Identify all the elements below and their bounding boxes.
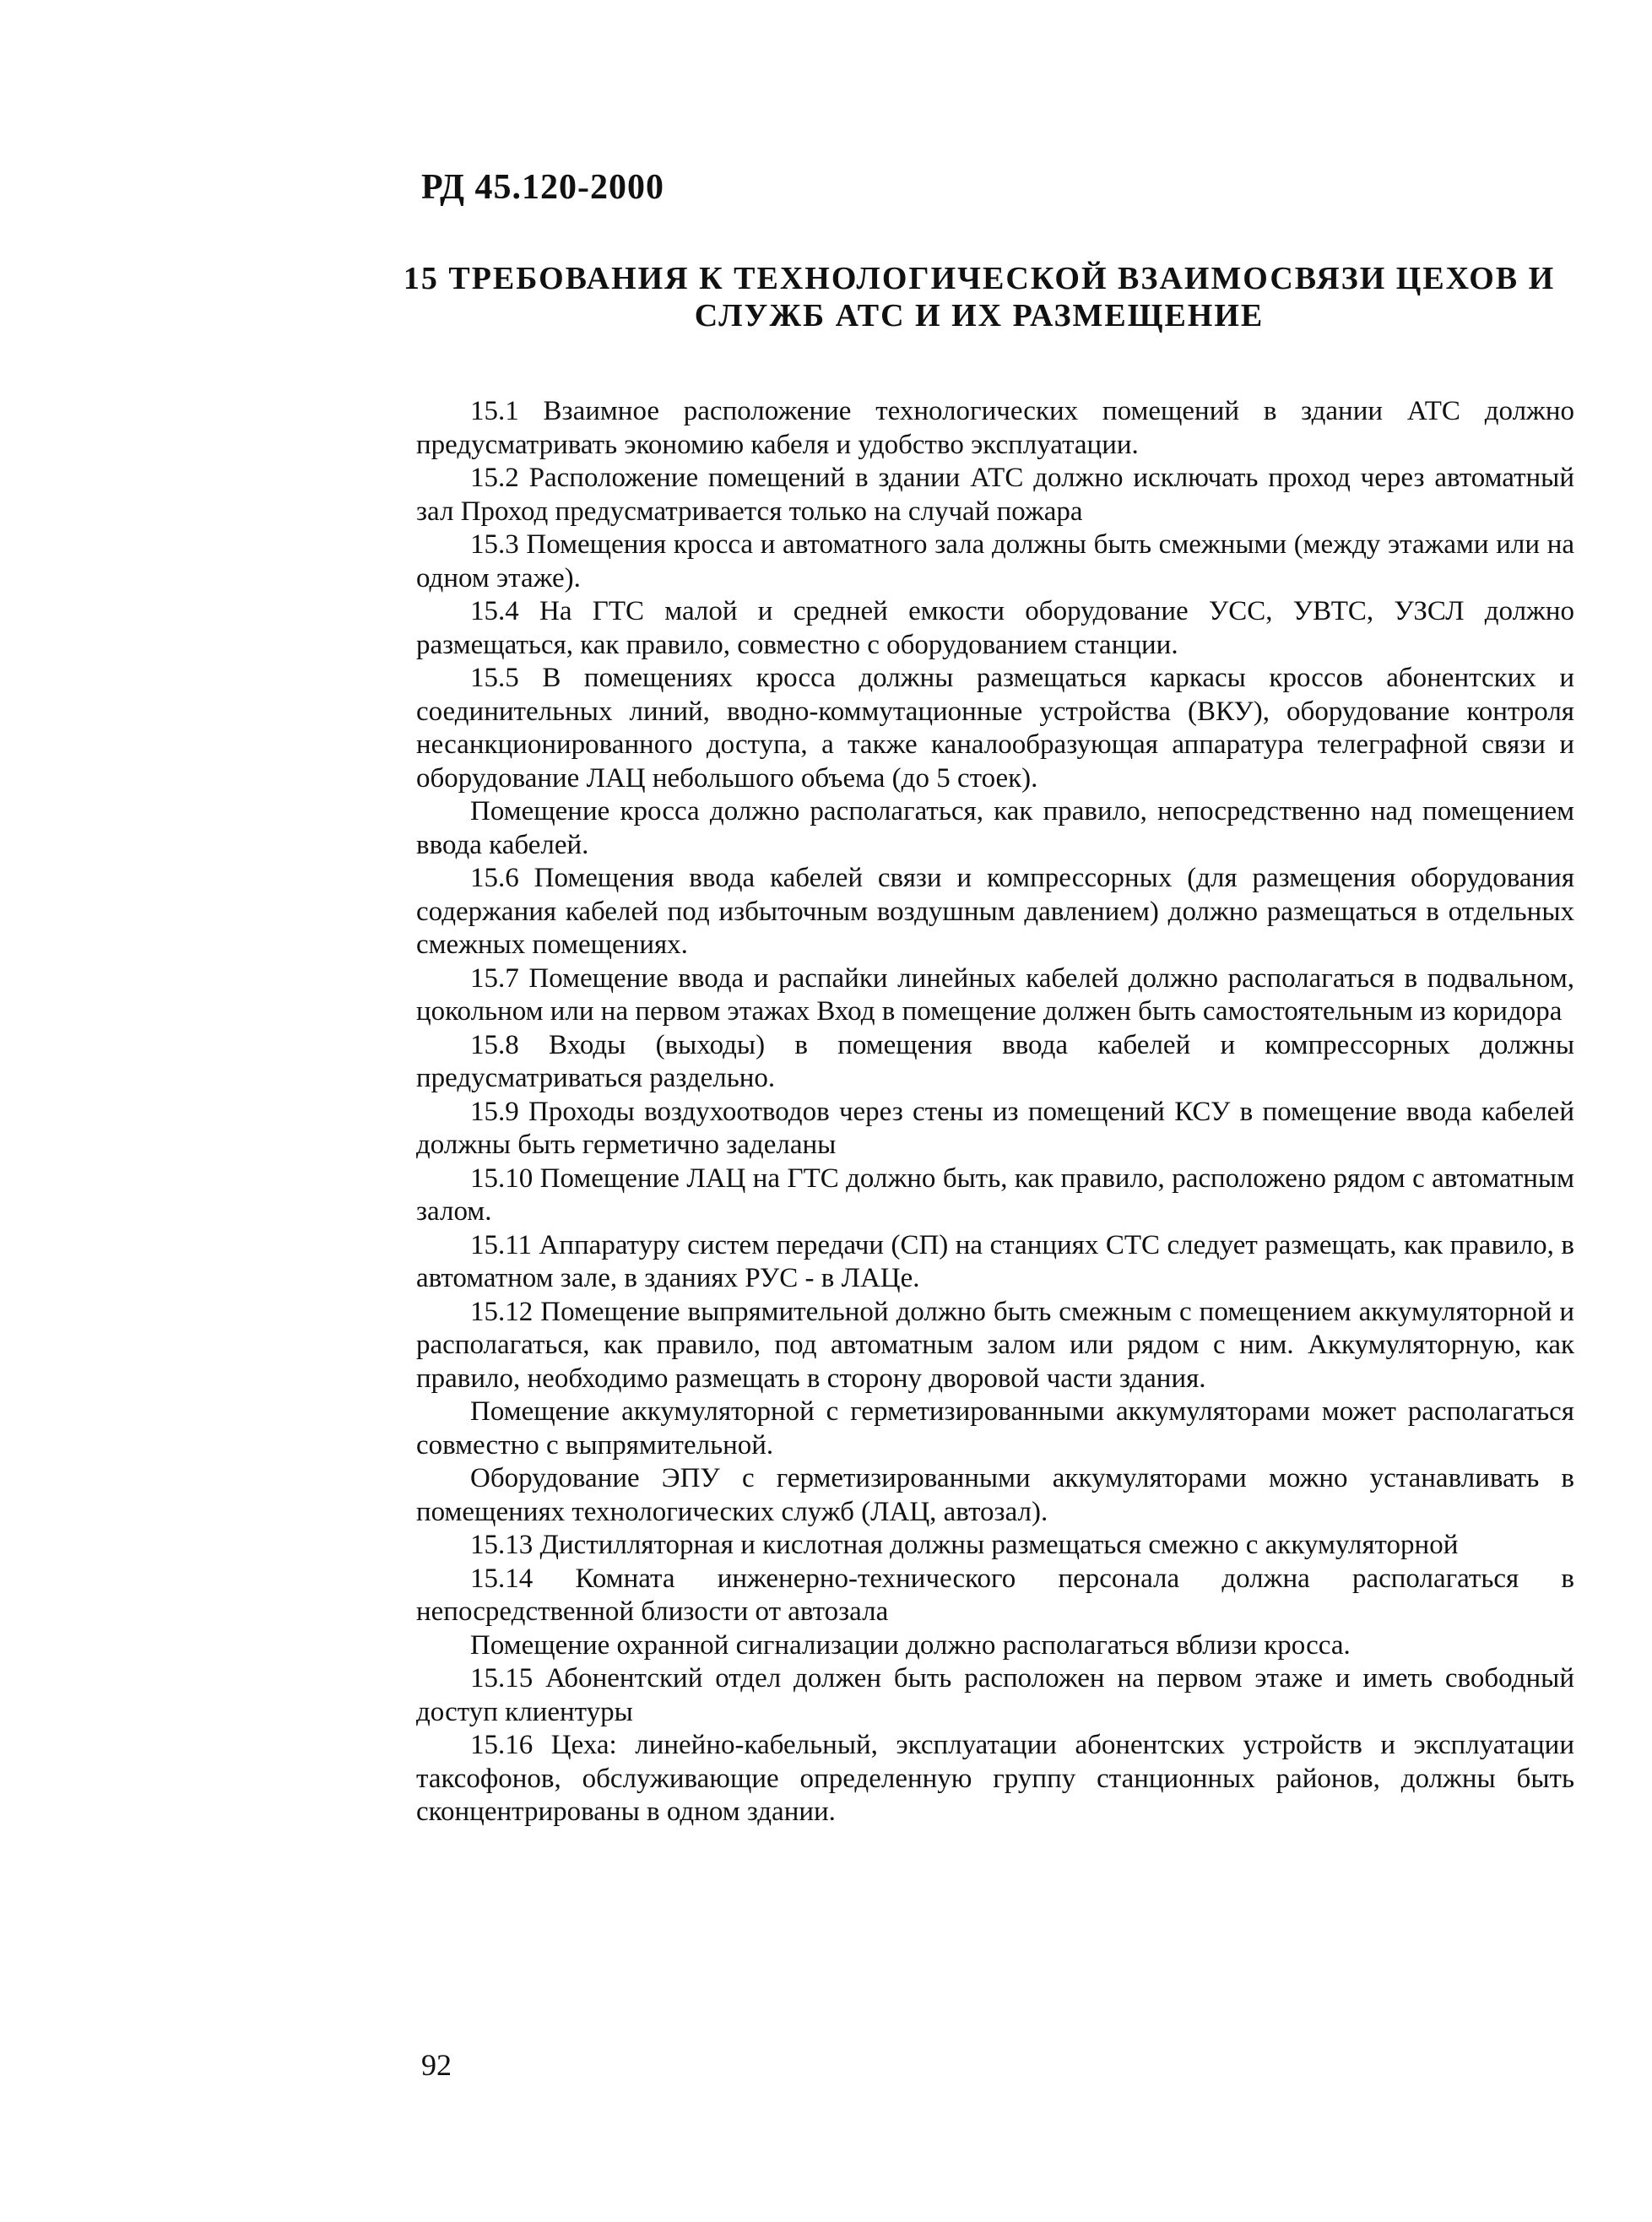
clause-text: Помещение выпрямительной должно быть смежным с помещением аккумуляторной и располагаться, как правило, под автоматным залом или рядом с ним. Аккумуляторную, как правило, необходимо размещать в сторону дворовой части здания. — [416, 1296, 1575, 1394]
clause-text: Расположение помещений в здании АТС должно исключать проход через автоматный зал Проход предусматривается только на случай пожара — [416, 463, 1574, 527]
section-heading — [371, 260, 1587, 334]
paragraph-15-2 — [416, 462, 1574, 528]
clause-number: 15.10 — [470, 1162, 534, 1194]
clause-text: Абонентский отдел должен быть расположен на первом этаже и иметь свободный доступ клиентуры — [416, 1663, 1575, 1727]
paragraph-15-3 — [416, 528, 1574, 595]
clause-text: Комната инженерно-технического персонала должна располагаться в непосредственной близости от автозала — [416, 1563, 1575, 1627]
paragraph-15-9 — [416, 1096, 1574, 1162]
heading-line-2: СЛУЖБ АТС И ИХ РАЗМЕЩЕНИЕ — [694, 298, 1265, 333]
document-code: РД 45.120-2000 — [421, 168, 665, 207]
clause-number: 15.2 — [470, 463, 519, 493]
clause-text: Помещение ЛАЦ на ГТС должно быть, как правило, расположено рядом с автоматным залом. — [416, 1162, 1574, 1227]
clause-text: Помещение кросса должно располагаться, как правило, непосредственно над помещением ввода кабелей. — [416, 796, 1574, 860]
paragraph-15-12-cont-2 — [416, 1462, 1574, 1529]
paragraph-15-14 — [416, 1563, 1574, 1629]
clause-text: На ГТС малой и средней емкости оборудование УСС, УВТС, УЗСЛ должно размещаться, как правило, совместно с оборудованием станции. — [416, 596, 1575, 660]
clause-text: Входы (выходы) в помещения ввода кабелей и компрессорных должны предусматриваться раздельно. — [416, 1029, 1574, 1093]
clause-text: Помещения кросса и автоматного зала должны быть смежными (между этажами или на одном этаже). — [416, 529, 1574, 593]
clause-text: Проходы воздухоотводов через стены из помещений КСУ в помещение ввода кабелей должны быть герметично заделаны — [416, 1096, 1574, 1160]
paragraph-15-5-cont — [416, 795, 1574, 862]
clause-text: Взаимное расположение технологических помещений в здании АТС должно предусматривать экономию кабеля и удобство эксплуатации. — [416, 396, 1574, 460]
clause-number: 15.16 — [470, 1730, 534, 1760]
paragraph-15-12-cont-1 — [416, 1396, 1574, 1462]
paragraph-15-5 — [416, 662, 1574, 795]
paragraph-15-6 — [416, 862, 1574, 962]
document-body — [416, 395, 1574, 1829]
paragraph-15-10 — [416, 1162, 1574, 1229]
page-number: 92 — [421, 2048, 452, 2082]
paragraph-15-14-cont — [416, 1629, 1574, 1663]
clause-text: Аппаратуру систем передачи (СП) на станциях СТС следует размещать, как правило, в автоматном зале, в зданиях РУС - в ЛАЦе. — [416, 1229, 1574, 1293]
paragraph-15-16 — [416, 1729, 1574, 1829]
paragraph-15-7 — [416, 962, 1574, 1029]
clause-text: Помещение аккумуляторной с герметизированными аккумуляторами может располагаться совместно с выпрямительной. — [416, 1396, 1574, 1461]
clause-number: 15.9 — [470, 1096, 519, 1127]
clause-number: 15.1 — [470, 396, 519, 426]
clause-number: 15.11 — [470, 1229, 533, 1260]
clause-text: Помещения ввода кабелей связи и компрессорных (для размещения оборудования содержания кабелей под избыточным воздушным давлением) должно размещаться в отдельных смежных помещениях. — [416, 863, 1575, 960]
paragraph-15-4 — [416, 595, 1574, 662]
clause-text: Помещение ввода и распайки линейных кабелей должно располагаться в подвальном, цокольном или на первом этажах Вход в помещение должен быть самостоятельным из коридора — [416, 962, 1574, 1027]
clause-number: 15.3 — [470, 529, 519, 560]
clause-number: 15.6 — [470, 863, 519, 893]
clause-number: 15.4 — [470, 596, 519, 626]
clause-number: 15.15 — [470, 1663, 534, 1694]
clause-text: Оборудование ЭПУ с герметизированными аккумуляторами можно устанавливать в помещениях технологических служб (ЛАЦ, автозал). — [416, 1463, 1574, 1527]
clause-text: Дистилляторная и кислотная должны размещаться смежно с аккумуляторной — [539, 1530, 1459, 1560]
clause-number: 15.5 — [470, 663, 519, 693]
paragraph-15-1 — [416, 395, 1574, 462]
clause-number: 15.8 — [470, 1029, 519, 1060]
paragraph-15-13 — [416, 1529, 1574, 1563]
paragraph-15-11 — [416, 1229, 1574, 1296]
clause-number: 15.12 — [470, 1296, 534, 1327]
clause-number: 15.13 — [470, 1530, 534, 1560]
heading-line-1: 15 ТРЕБОВАНИЯ К ТЕХНОЛОГИЧЕСКОЙ ВЗАИМОСВЯЗИ ЦЕХОВ И — [403, 261, 1556, 296]
clause-number: 15.7 — [470, 962, 519, 994]
paragraph-15-15 — [416, 1662, 1574, 1729]
clause-text: В помещениях кросса должны размещаться каркасы кроссов абонентских и соединительных линий, вводно-коммутационные устройства (ВКУ), оборудование контроля несанкционированного доступа, а также каналообразующая аппаратура телеграфной связи и оборудование ЛАЦ небольшого объема (до 5 стоек). — [416, 663, 1575, 794]
clause-text: Помещение охранной сигнализации должно располагаться вблизи кросса. — [470, 1629, 1351, 1661]
paragraph-15-12 — [416, 1296, 1574, 1396]
paragraph-15-8 — [416, 1029, 1574, 1096]
clause-number: 15.14 — [470, 1563, 534, 1594]
clause-text: Цеха: линейно-кабельный, эксплуатации абонентских устройств и эксплуатации таксофонов, обслуживающие определенную группу станционных районов, должны быть сконцентрированы в одном здании. — [416, 1730, 1574, 1827]
